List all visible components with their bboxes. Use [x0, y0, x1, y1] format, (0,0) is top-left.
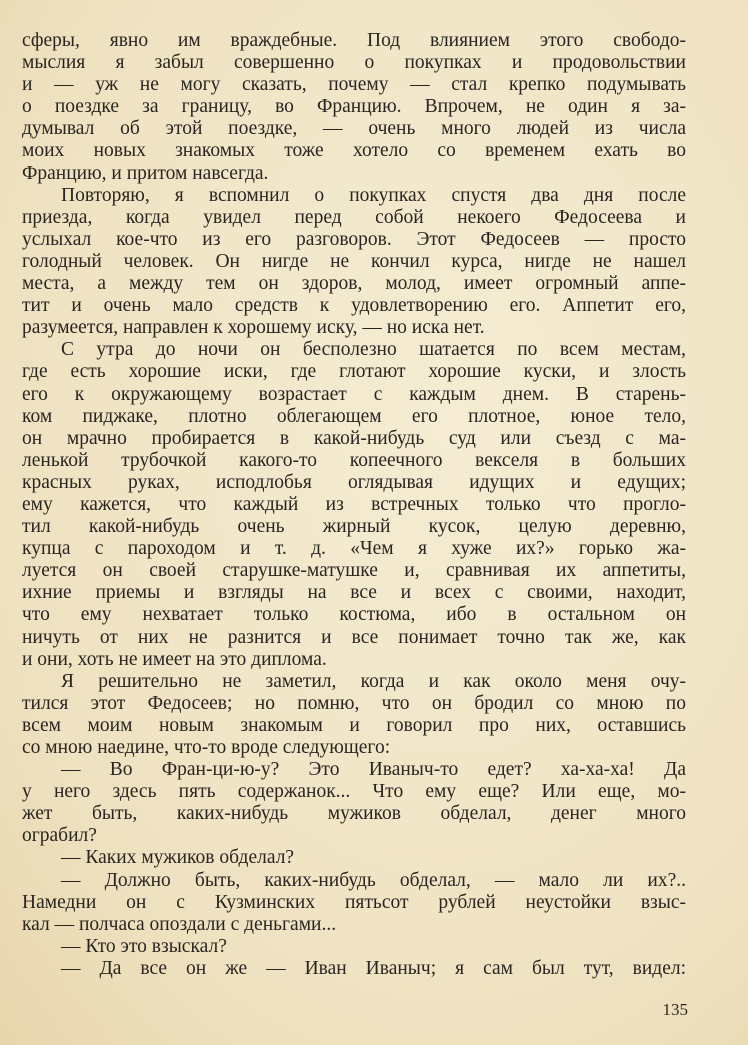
text-line: мыслия я забыл совершенно о покупках и продовольствии [22, 52, 686, 74]
text-line: всем моим новым знакомым и говорил про них, оставшись [22, 714, 686, 736]
text-line: тил какой-нибудь очень жирный кусок, целую деревню, [22, 516, 686, 538]
text-line: красных руках, исподлобья оглядывая идущих и едущих; [22, 471, 686, 493]
text-line: и — уж не могу сказать, почему — стал крепко подумывать [22, 74, 686, 96]
text-line: он мрачно пробирается в какой-нибудь суд или съезд с ма- [22, 427, 686, 449]
text-line: луется он своей старушке-матушке и, сравнивая их аппетиты, [22, 560, 686, 582]
text-line: услыхал кое-что из его разговоров. Этот Федосеев — просто [22, 228, 686, 250]
text-line: жет быть, каких-нибудь мужиков обделал, денег много [22, 803, 686, 825]
text-line: моих новых знакомых тоже хотело со временем ехать во [22, 140, 686, 162]
text-line: сферы, явно им враждебные. Под влиянием этого свободо- [22, 30, 686, 51]
text-line: Повторяю, я вспомнил о покупках спустя два дня после [61, 184, 686, 206]
text-line: тился этот Федосеев; но помню, что он бродил со мною по [22, 692, 686, 714]
text-line: С утра до ночи он бесполезно шатается по всем местам, [61, 339, 686, 361]
text-line: о поездке за границу, во Францию. Впрочем, не один я за- [22, 96, 686, 118]
text-line: — Во Фран-ци-ю-у? Это Иваныч-то едет? ха-ха-ха! Да [61, 759, 686, 781]
text-line: где есть хорошие иски, где глотают хорошие куски, и злость [22, 361, 686, 383]
text-line: кал — полчаса опоздали с деньгами... [22, 913, 337, 935]
text-line: Францию, и притом навсегда. [22, 162, 269, 184]
text-line: ком пиджаке, плотно облегающем его плотное, юное тело, [22, 405, 686, 427]
text-line: — Должно быть, каких-нибудь обделал, — мало ли их?.. [61, 869, 686, 891]
text-line: ничуть от них не разнится и все понимает точно так же, как [22, 626, 686, 648]
text-line: ему кажется, что каждый из встречных только что прогло- [22, 493, 686, 515]
text-line: тит и очень мало средств к удовлетворению его. Аппетит его, [22, 295, 686, 317]
text-line: Я решительно не заметил, когда и как около меня очу- [61, 670, 686, 692]
text-line: приезда, когда увидел перед собой некоего Федосеева и [22, 206, 686, 228]
text-line: ленькой трубочкой какого-то копеечного векселя в больших [22, 449, 686, 471]
book-page [22, 30, 686, 1030]
text-line: у него здесь пять содержанок... Что ему еще? Или еще, мо- [22, 781, 686, 803]
text-line: купца с пароходом и т. д. «Чем я хуже их?» горько жа- [22, 538, 686, 560]
text-line: ихние приемы и взгляды на все и всех с своими, находит, [22, 582, 686, 604]
text-line: и они, хоть не имеет на это диплома. [22, 648, 327, 670]
text-line: со мною наедине, что-то вроде следующего: [22, 737, 391, 758]
text-line: Намедни он с Кузминских пятьсот рублей неустойки взыс- [22, 891, 686, 913]
text-line: — Каких мужиков обделал? [61, 847, 295, 869]
text-line: ограбил? [22, 825, 97, 847]
text-line: — Кто это взыскал? [61, 935, 227, 957]
text-line: разумеется, направлен к хорошему иску, — но иска нет. [22, 317, 485, 339]
page-number: 135 [662, 1000, 688, 1019]
text-line: его к окружающему возрастает с каждым днем. В старень- [22, 383, 686, 405]
text-line: что ему нехватает только костюма, ибо в остальном он [22, 604, 686, 626]
text-line: голодный человек. Он нигде не кончил курса, нигде не нашел [22, 250, 686, 272]
page-body-text [22, 30, 686, 980]
text-line: — Да все он же — Иван Иваныч; я сам был тут, видел: [61, 957, 686, 979]
text-line: думывал об этой поездке, — очень много людей из числа [22, 118, 686, 140]
text-line: места, а между тем он здоров, молод, имеет огромный аппе- [22, 273, 686, 295]
